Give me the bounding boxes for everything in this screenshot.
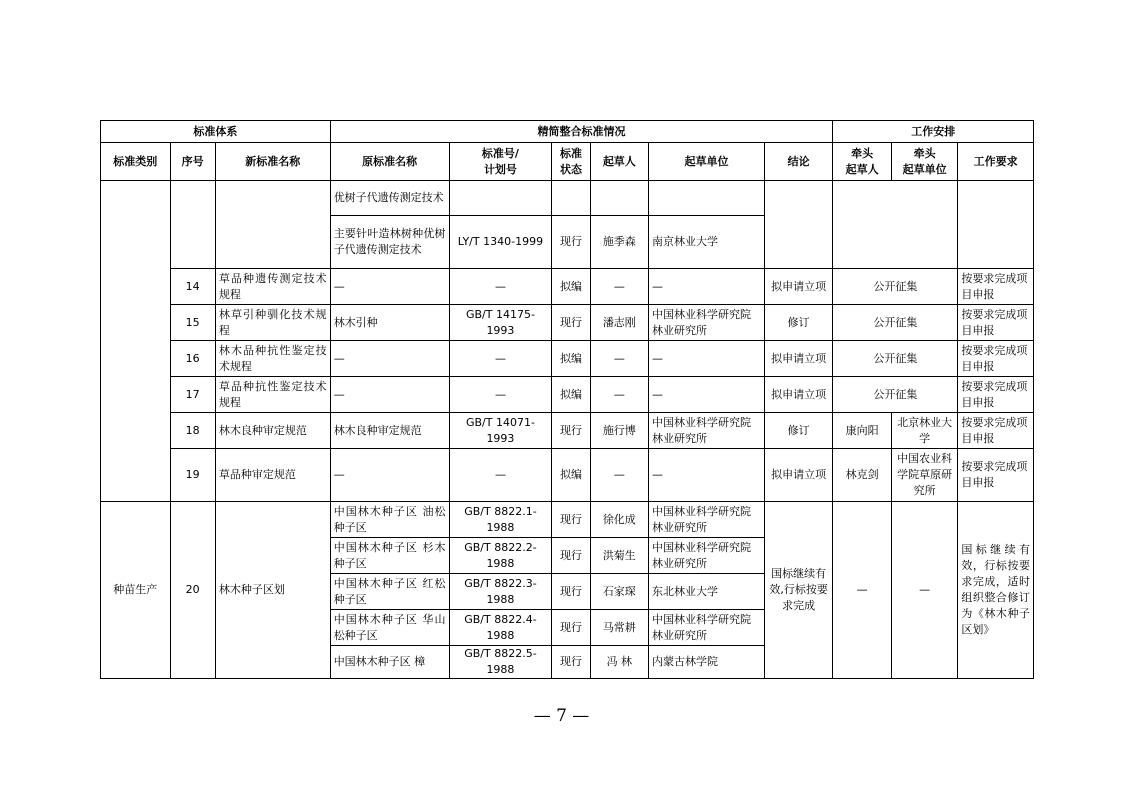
drafter-unit: — <box>649 449 765 502</box>
seq: 20 <box>170 502 215 679</box>
table-row <box>101 269 1034 305</box>
conclusion: 拟申请立项 <box>764 269 833 305</box>
conclusion: 国标继续有效,行标按要求完成 <box>764 502 833 679</box>
orig-name: — <box>330 377 449 413</box>
seq: 18 <box>170 413 215 449</box>
status: 拟编 <box>552 377 590 413</box>
status: 拟编 <box>552 449 590 502</box>
table-row <box>101 181 1034 216</box>
status: 现行 <box>552 610 590 646</box>
requirement: 按要求完成项目申报 <box>958 269 1034 305</box>
drafter: 马常耕 <box>590 610 648 646</box>
seq: 14 <box>170 269 215 305</box>
orig-name: 中国林木种子区 樟 <box>330 646 449 679</box>
category: 种苗生产 <box>101 502 171 679</box>
new-name: 林木种子区划 <box>215 502 330 679</box>
status: 现行 <box>552 305 590 341</box>
orig-name: 中国林木种子区 杉木种子区 <box>330 538 449 574</box>
drafter: — <box>590 341 648 377</box>
drafter-unit: 中国林业科学研究院林业研究所 <box>649 502 765 538</box>
std-no: GB/T 8822.1-1988 <box>449 502 552 538</box>
status: 现行 <box>552 538 590 574</box>
std-no: GB/T 8822.5-1988 <box>449 646 552 679</box>
conclusion: 拟申请立项 <box>764 377 833 413</box>
header-std-no: 标准号/ 计划号 <box>449 143 552 181</box>
conclusion: 修订 <box>764 305 833 341</box>
new-name: 林木品种抗性鉴定技术规程 <box>215 341 330 377</box>
std-no: GB/T 8822.4-1988 <box>449 610 552 646</box>
header-requirement: 工作要求 <box>958 143 1034 181</box>
new-name: 林草引种驯化技术规程 <box>215 305 330 341</box>
std-no: — <box>449 449 552 502</box>
header-status: 标准 状态 <box>552 143 590 181</box>
orig-name: 主要针叶造林树种优树子代遗传测定技术 <box>330 216 449 269</box>
page-number: — 7 — <box>533 706 590 726</box>
std-no: — <box>449 377 552 413</box>
status: 拟编 <box>552 269 590 305</box>
std-no: LY/T 1340-1999 <box>449 216 552 269</box>
lead: 公开征集 <box>833 341 958 377</box>
header-conclusion: 结论 <box>764 143 833 181</box>
table-row <box>101 377 1034 413</box>
drafter: 施季森 <box>590 216 648 269</box>
conclusion: 拟申请立项 <box>764 341 833 377</box>
drafter: — <box>590 449 648 502</box>
lead-unit: — <box>891 502 957 679</box>
standards-table <box>100 120 1034 679</box>
status: 现行 <box>552 574 590 610</box>
header-seq: 序号 <box>170 143 215 181</box>
requirement: 按要求完成项目申报 <box>958 305 1034 341</box>
header-orig-name: 原标准名称 <box>330 143 449 181</box>
drafter: 徐化成 <box>590 502 648 538</box>
drafter: 洪菊生 <box>590 538 648 574</box>
orig-name: 林木引种 <box>330 305 449 341</box>
header-drafter: 起草人 <box>590 143 648 181</box>
header-lead-unit: 牵头 起草单位 <box>891 143 957 181</box>
header-category: 标准类别 <box>101 143 171 181</box>
requirement: 国标继续有效，行标按要求完成，适时组织整合修订为《林木种子区划》 <box>958 502 1034 679</box>
orig-name: 优树子代遗传测定技术 <box>330 181 449 216</box>
status: 现行 <box>552 646 590 679</box>
header-merge-status: 精简整合标准情况 <box>330 121 833 143</box>
table-row <box>101 305 1034 341</box>
lead-person: — <box>833 502 891 679</box>
status: 现行 <box>552 502 590 538</box>
std-no: GB/T 14175-1993 <box>449 305 552 341</box>
seq: 15 <box>170 305 215 341</box>
lead-unit: 中国农业科学院草原研究所 <box>891 449 957 502</box>
drafter-unit: 中国林业科学研究院林业研究所 <box>649 413 765 449</box>
orig-name: 中国林木种子区 红松种子区 <box>330 574 449 610</box>
orig-name: 中国林木种子区 华山松种子区 <box>330 610 449 646</box>
table-row <box>101 502 1034 538</box>
conclusion: 修订 <box>764 413 833 449</box>
table-row <box>101 449 1034 502</box>
header-work-arrangement: 工作安排 <box>833 121 1034 143</box>
drafter-unit: 中国林业科学研究院林业研究所 <box>649 538 765 574</box>
lead-person: 林克剑 <box>833 449 891 502</box>
conclusion: 拟申请立项 <box>764 449 833 502</box>
drafter: — <box>590 269 648 305</box>
requirement: 按要求完成项目申报 <box>958 413 1034 449</box>
new-name: 草品种审定规范 <box>215 449 330 502</box>
std-no: — <box>449 269 552 305</box>
drafter: 冯 林 <box>590 646 648 679</box>
lead-person: 康向阳 <box>833 413 891 449</box>
drafter: — <box>590 377 648 413</box>
orig-name: — <box>330 269 449 305</box>
drafter-unit: — <box>649 377 765 413</box>
lead-unit: 北京林业大学 <box>891 413 957 449</box>
lead: 公开征集 <box>833 305 958 341</box>
drafter: 施行博 <box>590 413 648 449</box>
new-name: 林木良种审定规范 <box>215 413 330 449</box>
orig-name: 中国林木种子区 油松种子区 <box>330 502 449 538</box>
category-cell-empty <box>101 181 171 502</box>
new-name: 草品种抗性鉴定技术规程 <box>215 377 330 413</box>
std-no: GB/T 14071-1993 <box>449 413 552 449</box>
status: 现行 <box>552 413 590 449</box>
std-no: GB/T 8822.2-1988 <box>449 538 552 574</box>
header-new-name: 新标准名称 <box>215 143 330 181</box>
lead: 公开征集 <box>833 269 958 305</box>
drafter: 石家琛 <box>590 574 648 610</box>
drafter-unit: 中国林业科学研究院林业研究所 <box>649 305 765 341</box>
drafter-unit: — <box>649 341 765 377</box>
new-name: 草品种遗传测定技术规程 <box>215 269 330 305</box>
std-no: — <box>449 341 552 377</box>
std-no: GB/T 8822.3-1988 <box>449 574 552 610</box>
lead: 公开征集 <box>833 377 958 413</box>
drafter-unit: 内蒙古林学院 <box>649 646 765 679</box>
drafter-unit: 东北林业大学 <box>649 574 765 610</box>
header-lead-person: 牵头 起草人 <box>833 143 891 181</box>
requirement: 按要求完成项目申报 <box>958 341 1034 377</box>
requirement: 按要求完成项目申报 <box>958 449 1034 502</box>
header-drafter-unit: 起草单位 <box>649 143 765 181</box>
status: 拟编 <box>552 341 590 377</box>
table-row <box>101 341 1034 377</box>
status: 现行 <box>552 216 590 269</box>
seq: 16 <box>170 341 215 377</box>
orig-name: 林木良种审定规范 <box>330 413 449 449</box>
header-standard-system: 标准体系 <box>101 121 331 143</box>
table-row <box>101 413 1034 449</box>
drafter-unit: — <box>649 269 765 305</box>
requirement: 按要求完成项目申报 <box>958 377 1034 413</box>
drafter-unit: 南京林业大学 <box>649 216 765 269</box>
drafter-unit: 中国林业科学研究院林业研究所 <box>649 610 765 646</box>
seq: 17 <box>170 377 215 413</box>
seq: 19 <box>170 449 215 502</box>
orig-name: — <box>330 341 449 377</box>
drafter: 潘志刚 <box>590 305 648 341</box>
orig-name: — <box>330 449 449 502</box>
